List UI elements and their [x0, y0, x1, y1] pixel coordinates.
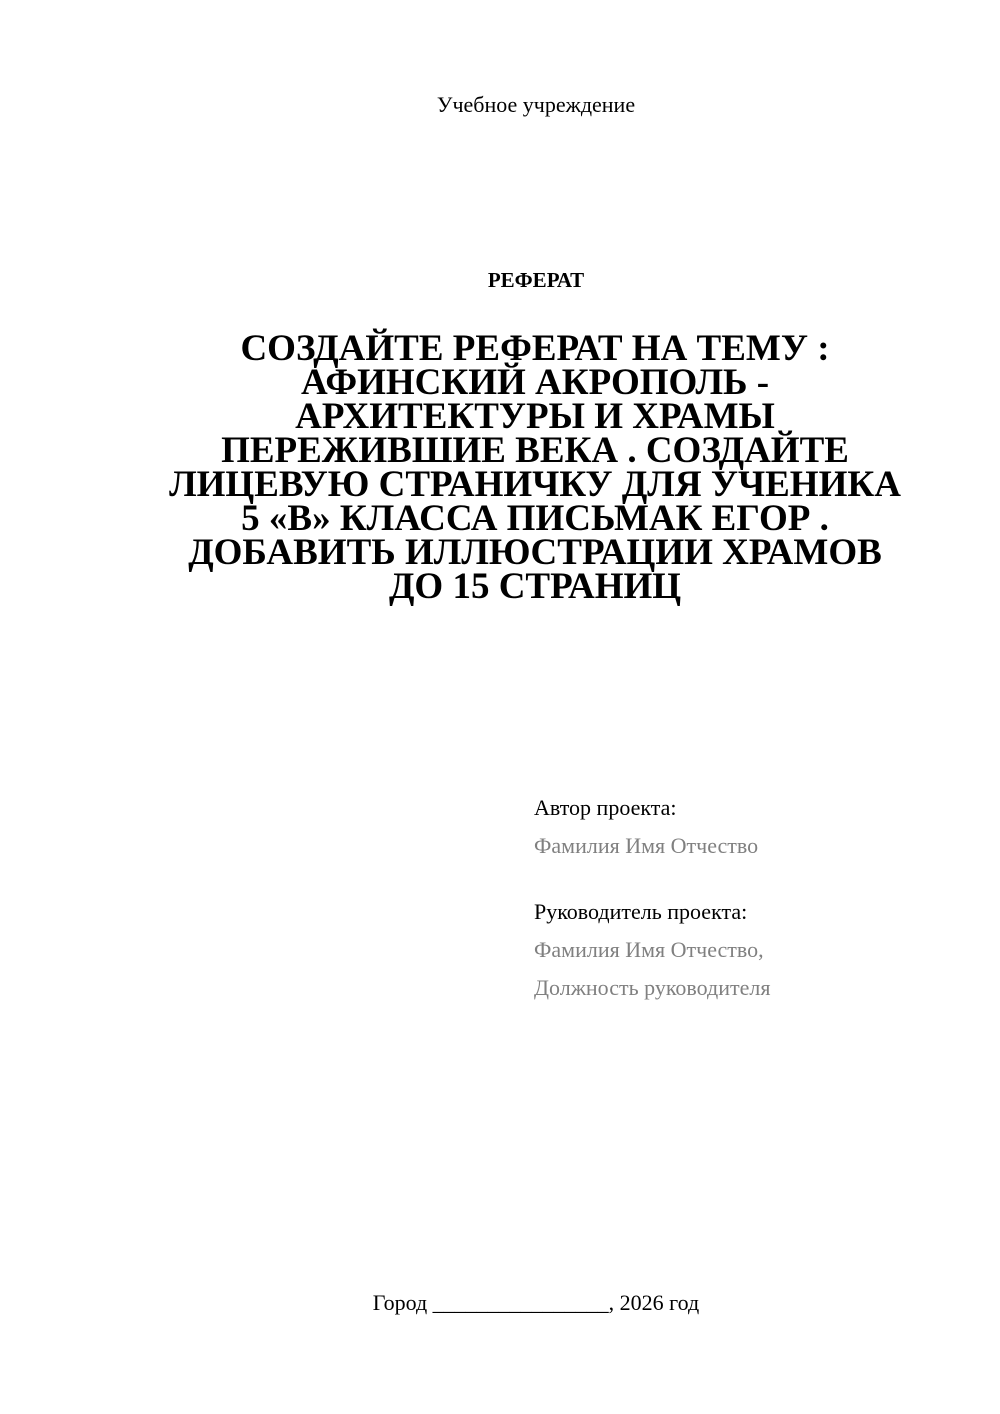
topic-line: ПЕРЕЖИВШИЕ ВЕКА . СОЗДАЙТЕ [221, 430, 849, 471]
topic-title [100, 328, 970, 607]
city-year-footer: Город ________________, 2026 год [372, 1290, 700, 1315]
topic-line: 5 «В» КЛАССА ПИСЬМАК ЕГОР . [241, 498, 829, 539]
topic-line: ДО 15 СТРАНИЦ [388, 566, 682, 607]
institution-name: Учебное учреждение [436, 92, 636, 117]
supervisor-label: Руководитель проекта: [534, 899, 748, 924]
supervisor-name: Фамилия Имя Отчество, [534, 937, 764, 962]
topic-line: АРХИТЕКТУРЫ И ХРАМЫ [295, 396, 775, 437]
topic-line: СОЗДАЙТЕ РЕФЕРАТ НА ТЕМУ : [240, 328, 830, 369]
author-block [534, 789, 974, 865]
project-credits [534, 789, 974, 1007]
topic-line: АФИНСКИЙ АКРОПОЛЬ - [300, 362, 770, 403]
topic-line: ЛИЦЕВУЮ СТРАНИЧКУ ДЛЯ УЧЕНИКА [169, 464, 901, 505]
topic-line: ДОБАВИТЬ ИЛЛЮСТРАЦИИ ХРАМОВ [188, 532, 882, 573]
supervisor-position: Должность руководителя [534, 975, 771, 1000]
supervisor-block [534, 893, 974, 1007]
author-label: Автор проекта: [534, 795, 677, 820]
document-type-heading: РЕФЕРАТ [487, 268, 585, 292]
author-name: Фамилия Имя Отчество [534, 833, 759, 858]
